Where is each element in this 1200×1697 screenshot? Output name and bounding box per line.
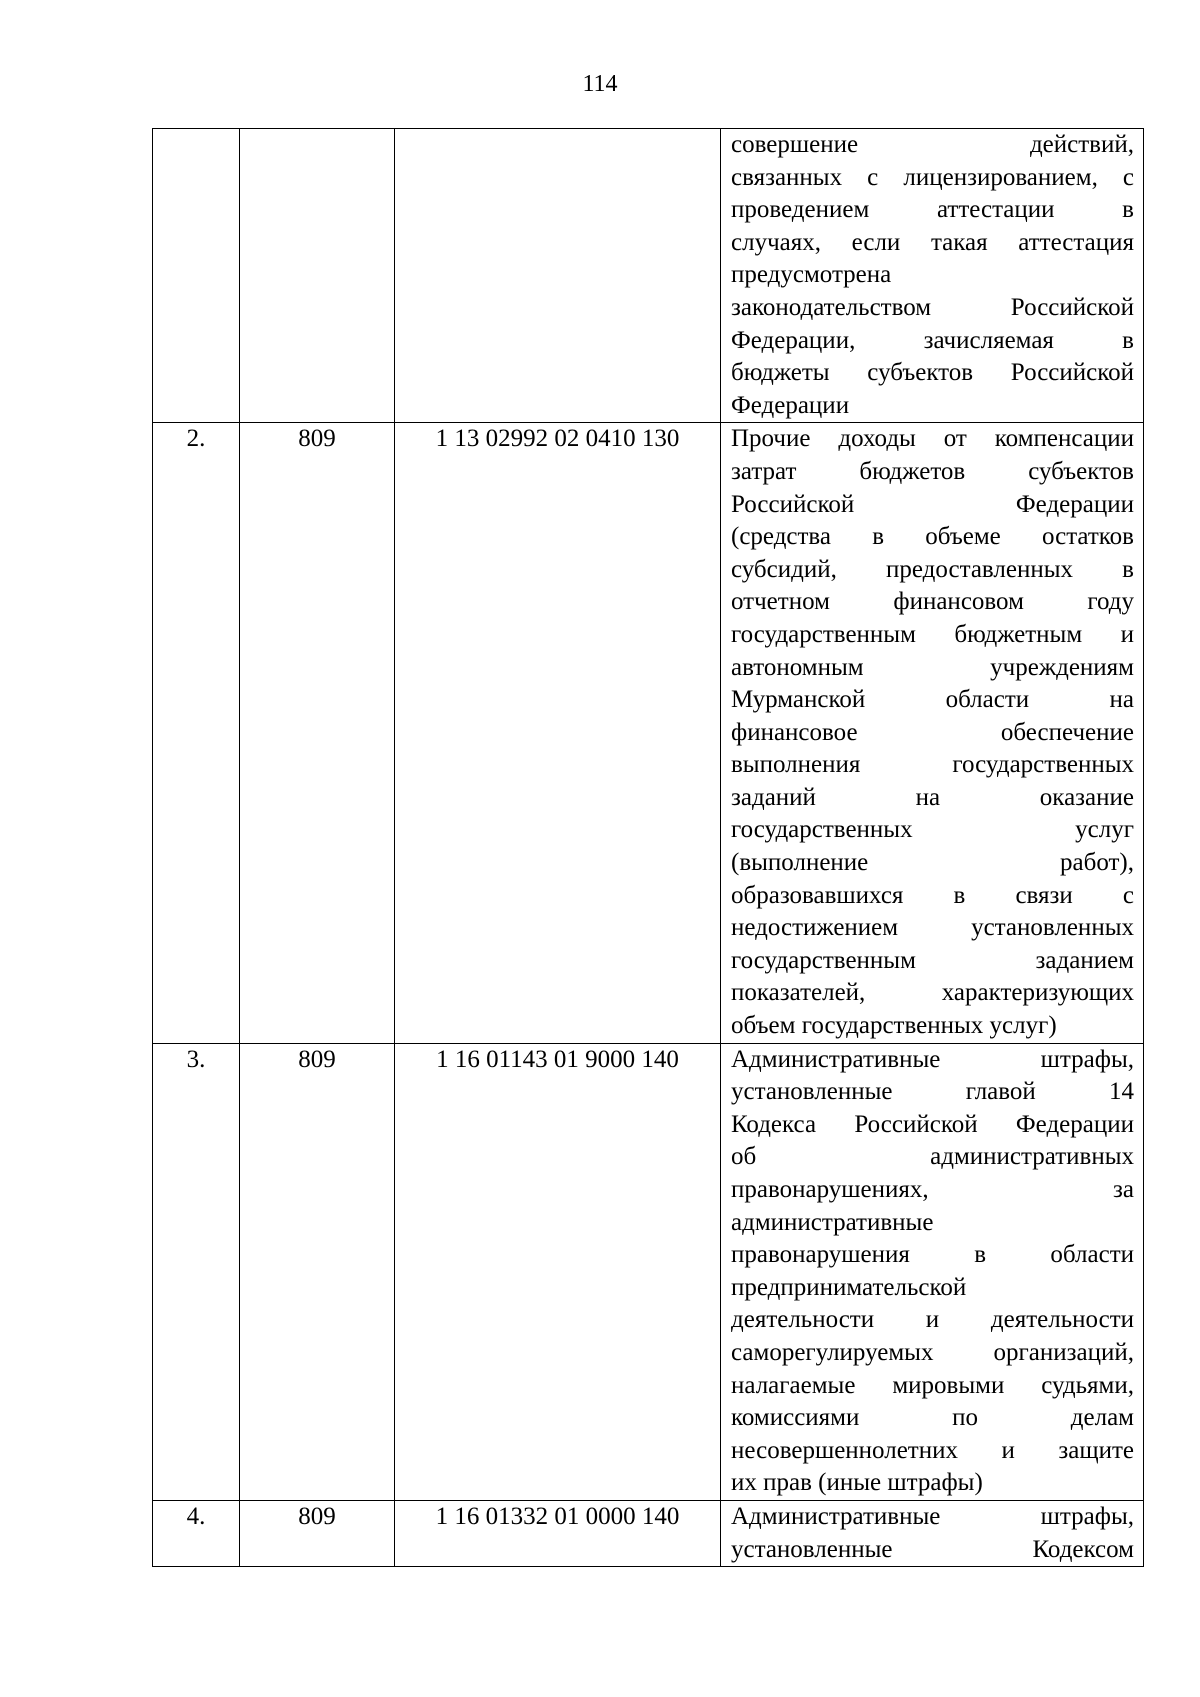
revenue-name-cell — [721, 423, 1144, 1043]
budget-classification-code-cell: 1 16 01143 01 9000 140 — [395, 1043, 721, 1500]
revenue-name-line: случаях, если такая аттестация — [731, 228, 1134, 256]
revenue-name-line: Прочие доходы от компенсации — [731, 425, 1134, 453]
row-number-cell: 3. — [153, 1043, 240, 1500]
revenue-name-line: государственным заданием — [731, 946, 1134, 974]
revenue-name-cell — [721, 129, 1144, 423]
revenue-name-line: образовавшихся в связи с — [731, 881, 1134, 909]
revenue-name-line: бюджеты субъектов Российской — [731, 359, 1134, 387]
admin-code-cell: 809 — [240, 1043, 395, 1500]
table-row — [153, 1043, 1144, 1500]
admin-code-cell: 809 — [240, 1500, 395, 1566]
revenue-name-line: затрат бюджетов субъектов — [731, 457, 1134, 485]
budget-classification-code-cell — [395, 129, 721, 423]
revenue-name-line: законодательством Российской — [731, 293, 1134, 321]
revenue-name-line: субсидий, предоставленных в — [731, 555, 1134, 583]
revenue-name-line: связанных с лицензированием, с — [731, 163, 1134, 191]
budget-classification-code-cell: 1 13 02992 02 0410 130 — [395, 423, 721, 1043]
revenue-name-cell — [721, 1043, 1144, 1500]
revenue-name-line: об административных — [731, 1143, 1134, 1171]
admin-code-cell: 809 — [240, 423, 395, 1043]
revenue-name-line: государственным бюджетным и — [731, 620, 1134, 648]
revenue-name-line: их прав (иные штрафы) — [731, 1469, 983, 1497]
revenue-name-line: показателей, характеризующих — [731, 979, 1134, 1007]
revenue-name-line: Федерации — [731, 391, 850, 419]
revenue-name-line: комиссиями по делам — [731, 1404, 1134, 1432]
revenue-name-line: установленные главой 14 — [731, 1078, 1134, 1106]
revenue-name-line: Административные штрафы, — [731, 1045, 1134, 1073]
table-row — [153, 129, 1144, 423]
revenue-name-line: административные — [731, 1208, 934, 1236]
revenue-name-line: объем государственных услуг) — [731, 1012, 1057, 1040]
revenue-name-line: предусмотрена — [731, 261, 892, 289]
revenue-name-line: совершение действий, — [731, 131, 1134, 158]
revenue-name-line: Административные штрафы, — [731, 1502, 1134, 1530]
revenue-code-table — [152, 128, 1144, 1567]
revenue-name-line: проведением аттестации в — [731, 196, 1134, 224]
revenue-name-line: установленные Кодексом — [731, 1535, 1134, 1563]
revenue-name-line: саморегулируемых организаций, — [731, 1338, 1134, 1366]
revenue-name-line: правонарушениях, за — [731, 1176, 1134, 1203]
admin-code-cell — [240, 129, 395, 423]
revenue-name-cell — [721, 1500, 1144, 1566]
revenue-name-line: (средства в объеме остатков — [731, 523, 1134, 551]
table-body — [153, 129, 1144, 1567]
revenue-name-line: финансовое обеспечение — [731, 718, 1134, 746]
row-number-cell: 4. — [153, 1500, 240, 1566]
revenue-name-line: недостижением установленных — [731, 914, 1134, 942]
revenue-name-line: предпринимательской — [731, 1273, 967, 1301]
revenue-name-line: несовершеннолетних и защите — [731, 1436, 1134, 1464]
revenue-name-line: государственных услуг — [731, 816, 1134, 844]
row-number-cell: 2. — [153, 423, 240, 1043]
revenue-name-line: отчетном финансовом году — [731, 588, 1134, 616]
revenue-name-line: (выполнение работ), — [731, 849, 1134, 877]
revenue-name-line: заданий на оказание — [731, 783, 1134, 811]
page-number: 114 — [582, 71, 618, 97]
table-row — [153, 1500, 1144, 1566]
revenue-name-line: Мурманской области на — [731, 686, 1134, 714]
revenue-name-line: Федерации, зачисляемая в — [731, 326, 1134, 354]
revenue-name-line: автономным учреждениям — [731, 653, 1134, 681]
row-number-cell — [153, 129, 240, 423]
revenue-name-line: правонарушения в области — [731, 1241, 1134, 1269]
revenue-name-line: Кодекса Российской Федерации — [731, 1110, 1134, 1138]
revenue-name-line: Российской Федерации — [731, 490, 1134, 518]
revenue-name-line: деятельности и деятельности — [731, 1306, 1134, 1334]
revenue-name-line: налагаемые мировыми судьями, — [731, 1371, 1134, 1399]
table-row — [153, 423, 1144, 1043]
revenue-name-line: выполнения государственных — [731, 751, 1134, 779]
budget-classification-code-cell: 1 16 01332 01 0000 140 — [395, 1500, 721, 1566]
